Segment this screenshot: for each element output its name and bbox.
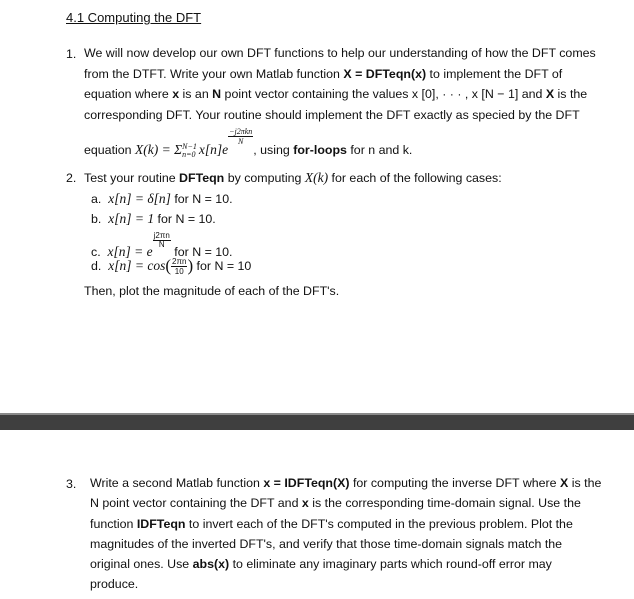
case-c: c. x[n] = e $\frac{j2\pi n}{N}$ for N = 10. xyxy=(91,231,233,259)
problem-3-line-5: original ones. Use abs(x) to eliminate any imaginary parts which round-off error may xyxy=(90,557,552,572)
problem-2-intro: Test your routine DFTeqn by computing X(k) for each of the following cases: xyxy=(84,170,502,185)
problem-2-closing: Then, plot the magnitude of each of the DFT's. xyxy=(84,284,340,298)
problem-1-line-1: We will now develop our own DFT functions to help our understanding of how the DFT comes xyxy=(84,46,596,60)
problem-1-line-2: from the DTFT. Write your own Matlab function X = DFTeqn(x) to implement the DFT of xyxy=(84,66,563,81)
dft-formula: X(k) = Σ N−1 n=0 x[n]e −j2πkn N xyxy=(134,127,253,159)
problem-1-line-4: corresponding DFT. Your routine should implement the DFT exactly as specied by the DFT xyxy=(84,107,580,122)
problem-1-formula-line: equation X(k) = Σ N−1 n=0 x[n]e −j2πkn N , using for-loops for n and k. xyxy=(84,127,413,159)
section-heading: 4.1 Computing the DFT xyxy=(66,10,202,25)
problem-3-line-4: magnitudes of the inverted DFT's, and verify that those time-domain signals match the xyxy=(90,536,563,551)
problem-3-number: 3. xyxy=(66,477,77,491)
page-divider xyxy=(0,413,634,430)
problem-3-line-2: N point vector containing the DFT and x is the corresponding time-domain signal. Use the xyxy=(90,496,581,511)
problem-3-line-1: Write a second Matlab function x = IDFTeqn(X) for computing the inverse DFT where X is the xyxy=(90,476,602,490)
problem-1-line-3: equation where x is an N point vector containing the values x [0], · · · , x [N − 1] and X is the xyxy=(84,87,588,101)
case-d: d. x[n] = cos( $\frac{2\pi n}{10}$ ) for N = 10 xyxy=(91,256,252,277)
problem-1-number: 1. xyxy=(66,47,77,61)
problem-3-line-6: produce. xyxy=(90,577,139,592)
problem-1-text xyxy=(84,43,606,125)
case-a: a. x[n] = δ[n] for N = 10. xyxy=(91,191,233,206)
problem-3-line-3: function IDFTeqn to invert each of the DFT's computed in the previous problem. Plot the xyxy=(90,516,573,531)
problem-3-text xyxy=(90,473,606,595)
problem-2-number: 2. xyxy=(66,171,77,185)
case-b: b. x[n] = 1 for N = 10. xyxy=(91,211,216,226)
